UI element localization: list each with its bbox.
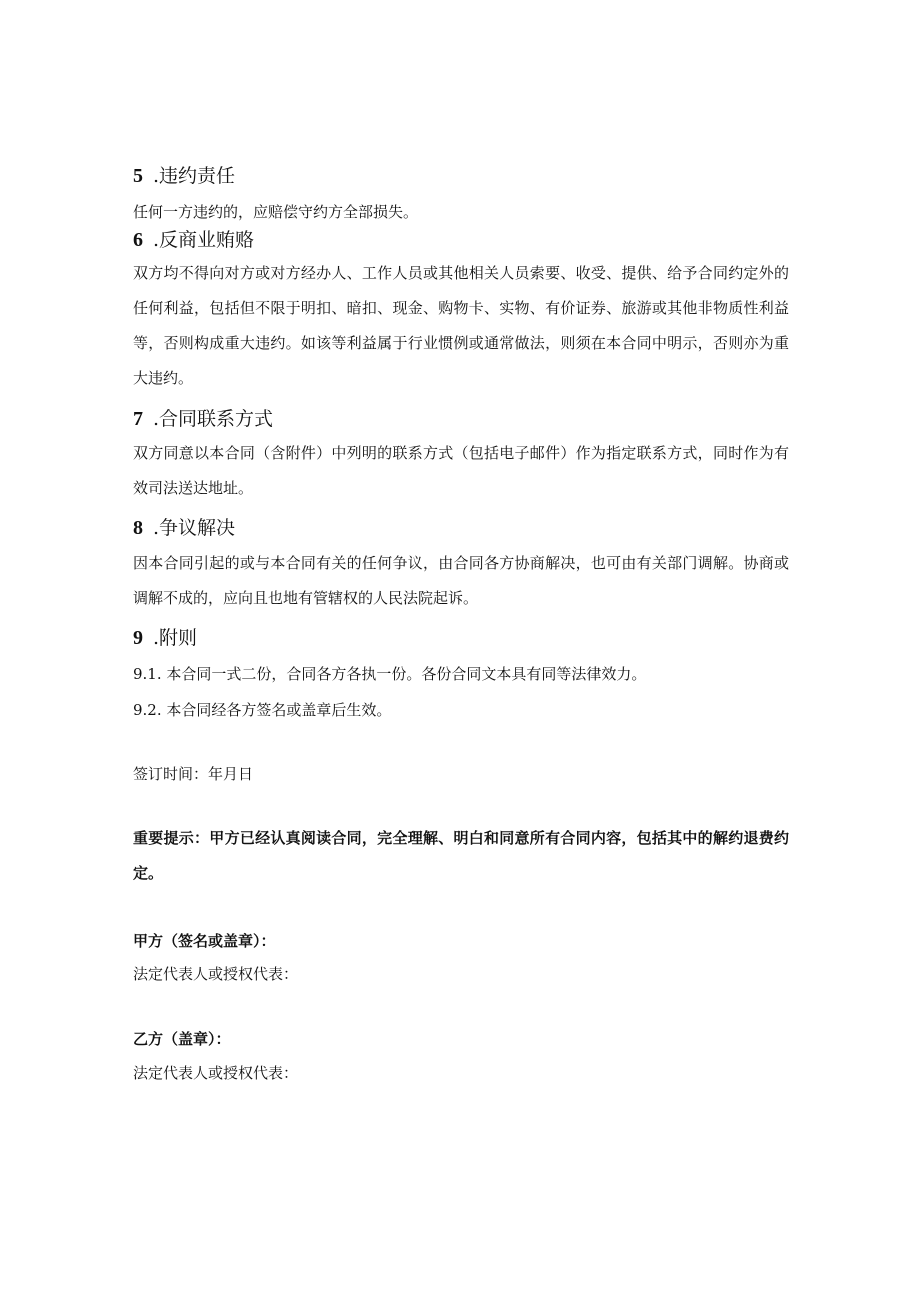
section-title: .违约责任 [153,165,236,187]
party-a-representative: 法定代表人或授权代表： [133,965,299,983]
party-a-label: 甲方（签名或盖章）： [133,932,276,950]
section-7-heading [133,407,273,431]
section-number: 8 [133,517,143,539]
section-6-heading [133,228,254,252]
party-b-label: 乙方（盖章）： [133,1030,231,1048]
section-number: 7 [133,408,143,430]
section-5-body: 任何一方违约的，应赔偿守约方全部损失。 [133,203,419,221]
section-8-heading [133,516,235,540]
section-number: 6 [133,229,143,251]
clause-9-2: 9.2. 本合同经各方签名或盖章后生效。 [133,701,392,719]
clause-9-1: 9.1. 本合同一式二份，合同各方各执一份。各份合同文本具有同等法律效力。 [133,665,647,683]
important-notice: 重要提示：甲方已经认真阅读合同，完全理解、明白和同意所有合同内容，包括其中的解约退费约定。 [133,829,789,882]
section-6-body: 双方均不得向对方或对方经办人、工作人员或其他相关人员索要、收受、提供、给予合同约定外的任何利益，包括但不限于明扣、暗扣、现金、购物卡、实物、有价证券、旅游或其他非物质性利益等，否则构成重大违约。如该等利益属于行业惯例或通常做法，则须在本合同中明示，否则亦为重大违约。 [133,264,789,387]
signing-time: 签订时间：年月日 [133,765,254,783]
party-b-representative: 法定代表人或授权代表： [133,1064,299,1082]
section-title: .附则 [153,627,198,649]
section-5-heading [133,164,235,188]
section-number: 5 [133,165,143,187]
section-9-heading [133,626,197,650]
section-7-body: 双方同意以本合同（含附件）中列明的联系方式（包括电子邮件）作为指定联系方式，同时作为有效司法送达地址。 [133,444,789,497]
section-title: .反商业贿赂 [153,229,255,251]
section-title: .争议解决 [153,517,236,539]
section-number: 9 [133,627,143,649]
section-title: .合同联系方式 [153,408,274,430]
section-8-body: 因本合同引起的或与本合同有关的任何争议，由合同各方协商解决，也可由有关部门调解。协商或调解不成的，应向且也地有管辖权的人民法院起诉。 [133,554,789,607]
